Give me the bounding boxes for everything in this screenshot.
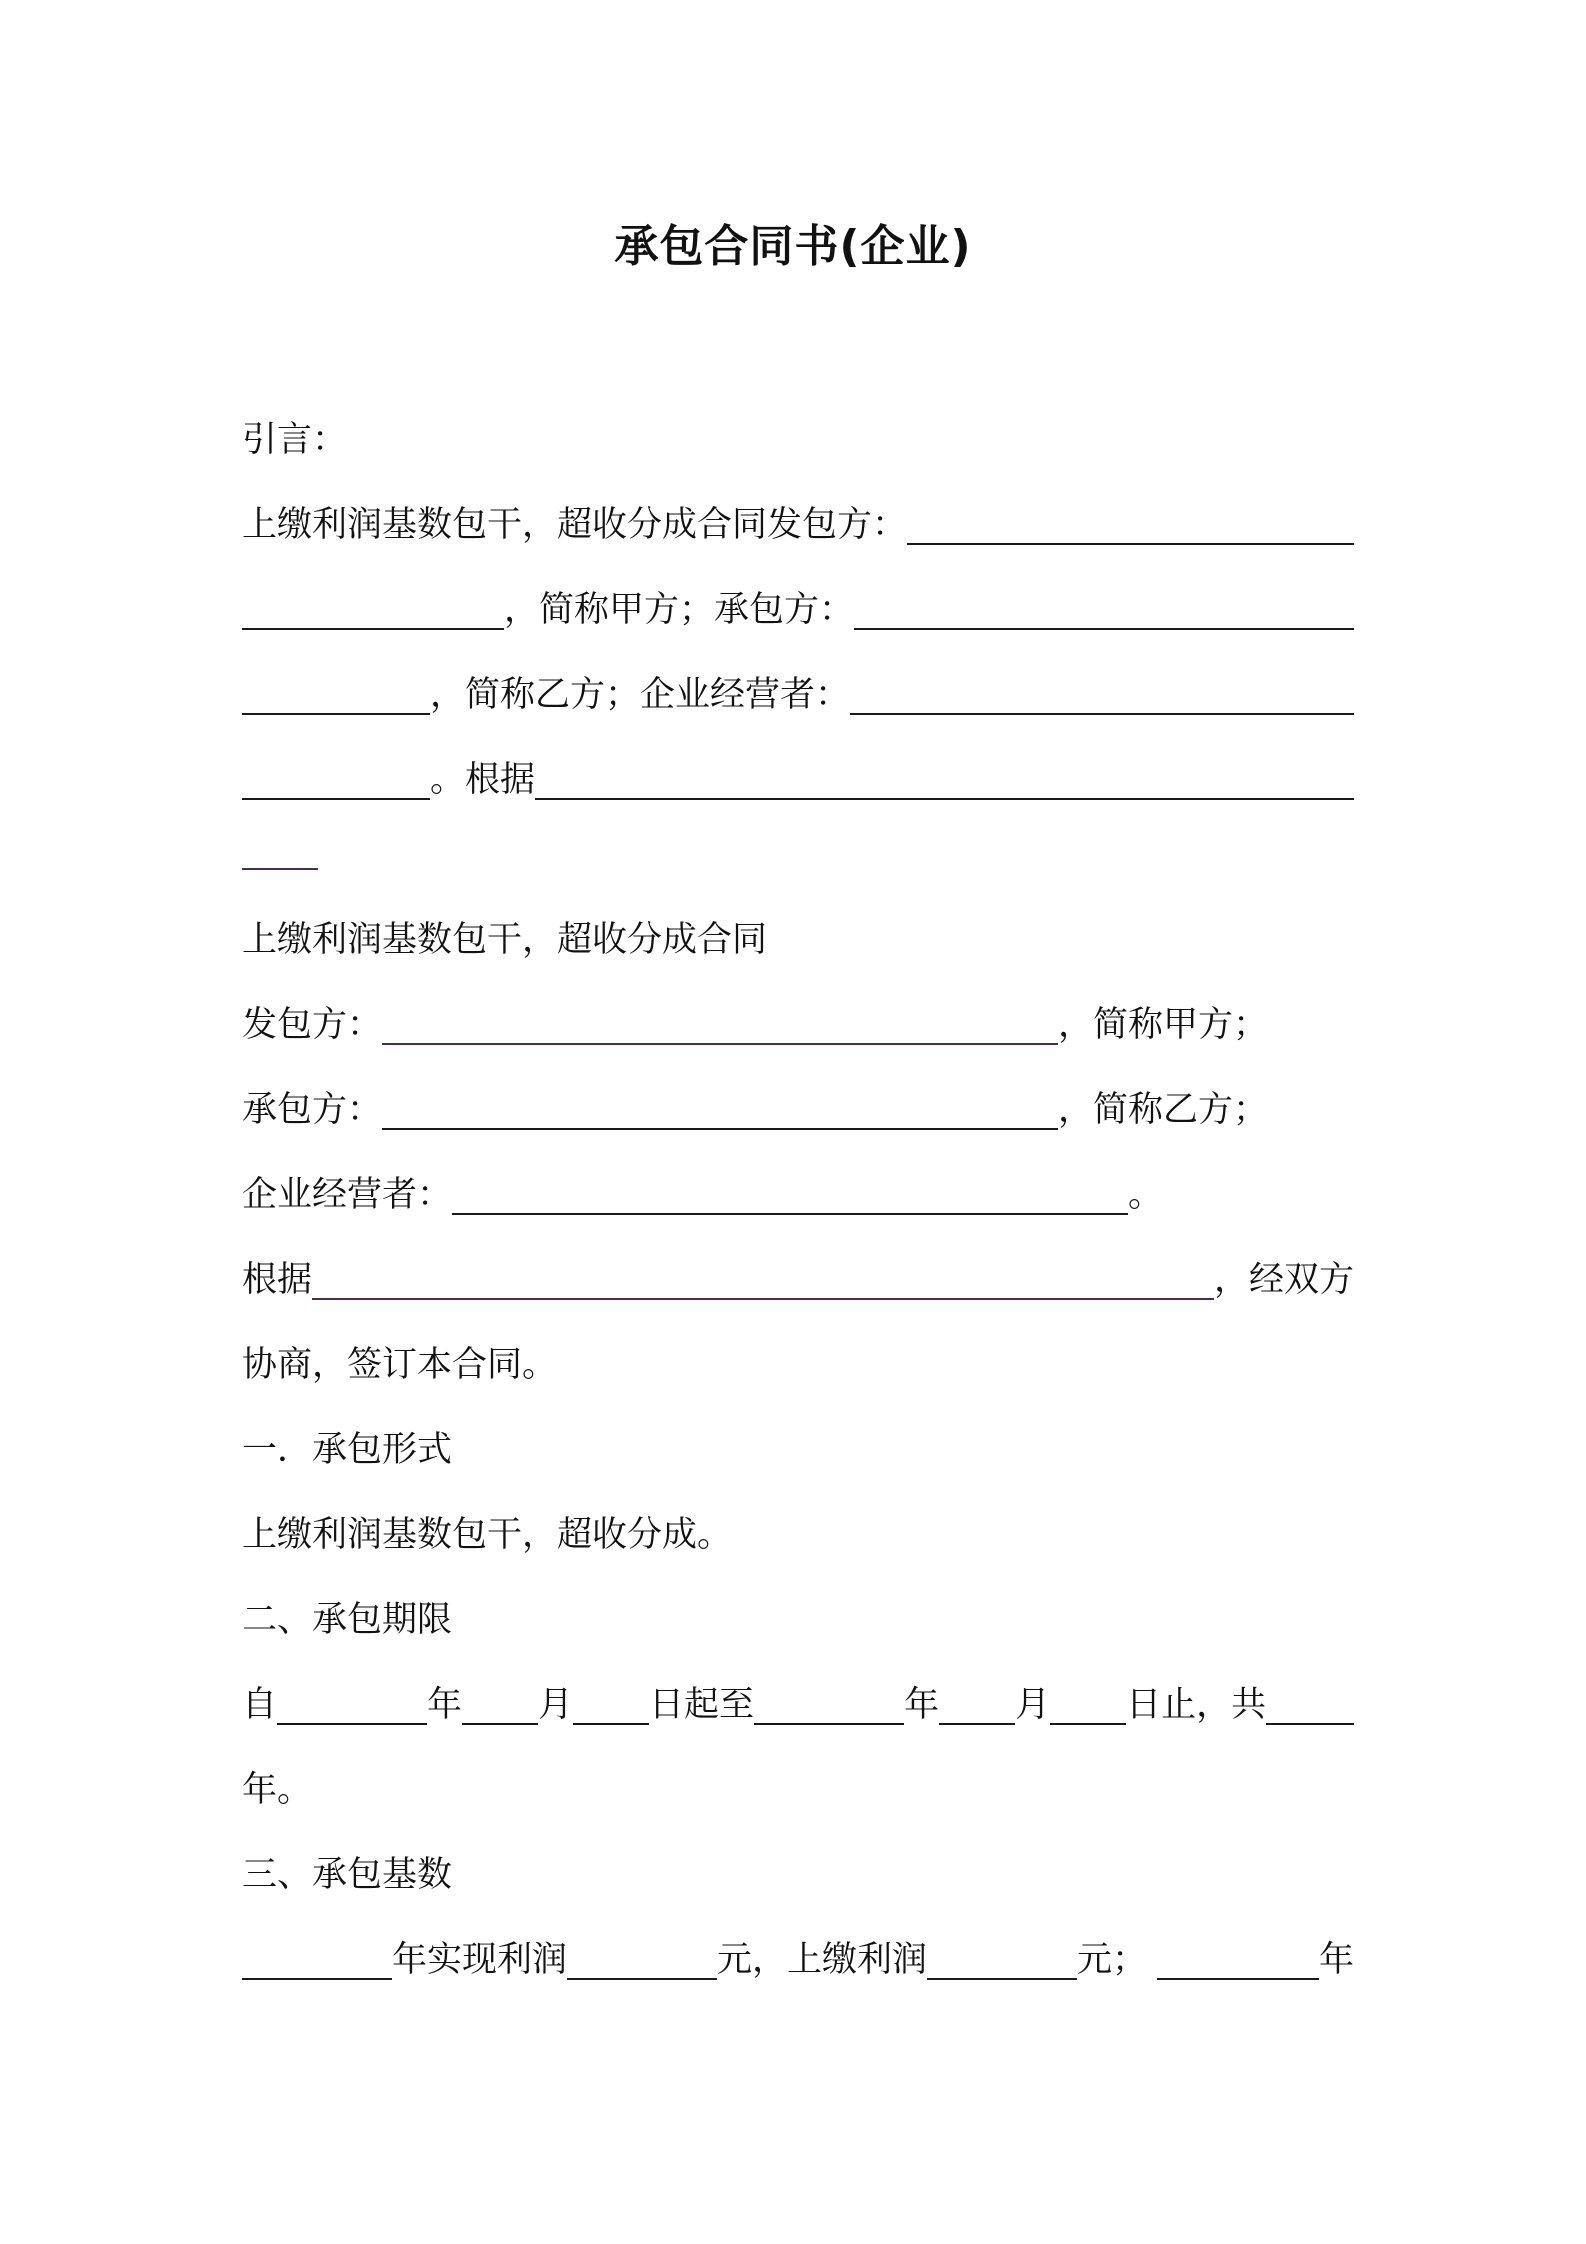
section1-heading: 一．承包形式 (242, 1430, 453, 1470)
end-year-blank[interactable] (754, 1723, 904, 1725)
section1-body: 上缴利润基数包干，超收分成。 (242, 1515, 733, 1555)
issuer-blank-cont[interactable] (242, 628, 504, 630)
contract-heading: 上缴利润基数包干，超收分成合同 (242, 920, 768, 960)
base-text-4: 年 (1318, 1940, 1354, 1980)
party-a-suffix: ，简称甲方； (1058, 1005, 1269, 1045)
base-text-2: 元，上缴利润 (717, 1940, 928, 1980)
party-b-label: 承包方： (242, 1090, 383, 1130)
document-title: 承包合同书(企业) (614, 221, 972, 272)
remitted-profit-blank[interactable] (927, 1978, 1077, 1980)
basis-blank[interactable] (535, 798, 1354, 800)
intro-text-3: ，简称乙方；企业经营者： (430, 675, 851, 715)
term-day-to: 日止，共 (1126, 1685, 1267, 1725)
intro-line-2 (242, 580, 1354, 640)
base-line (242, 1930, 1354, 1990)
term-month-2: 月 (1015, 1685, 1051, 1725)
term-year-2: 年 (904, 1685, 940, 1725)
intro-line-4 (242, 750, 1354, 810)
base-text-1: 年实现利润 (392, 1940, 568, 1980)
basis-blank-cont[interactable] (242, 868, 318, 870)
section2-heading-line (242, 1590, 1354, 1650)
issuer-blank[interactable] (907, 543, 1354, 545)
total-years-blank[interactable] (1266, 1723, 1354, 1725)
section2-heading: 二、承包期限 (242, 1600, 453, 1640)
intro-line-5 (242, 820, 1354, 880)
term-from: 自 (242, 1685, 278, 1725)
manager-suffix: 。 (1128, 1175, 1164, 1215)
intro-text-2: ，简称甲方；承包方： (504, 590, 855, 630)
contractor-blank[interactable] (854, 628, 1354, 630)
term-end-line (242, 1760, 1354, 1820)
party-a-label: 发包方： (242, 1005, 383, 1045)
term-day-from: 日起至 (649, 1685, 755, 1725)
basis-cont-line (242, 1335, 1354, 1395)
term-line (242, 1675, 1354, 1735)
party-a-blank[interactable] (382, 1043, 1058, 1045)
basis-field-blank[interactable] (312, 1298, 1214, 1300)
realized-profit-blank[interactable] (567, 1978, 717, 1980)
manager-blank-cont[interactable] (242, 798, 430, 800)
end-month-blank[interactable] (939, 1723, 1015, 1725)
contractor-blank-cont[interactable] (242, 713, 430, 715)
party-a-line (242, 995, 1354, 1055)
intro-label-line (242, 410, 1354, 470)
section3-heading-line (242, 1845, 1354, 1905)
party-b-suffix: ，简称乙方； (1058, 1090, 1269, 1130)
term-month-1: 月 (538, 1685, 574, 1725)
basis-suffix: ，经双方 (1213, 1260, 1354, 1300)
base-text-3: 元； (1077, 1940, 1148, 1980)
start-day-blank[interactable] (573, 1723, 649, 1725)
section1-body-line (242, 1505, 1354, 1565)
start-month-blank[interactable] (462, 1723, 538, 1725)
party-b-blank[interactable] (382, 1128, 1058, 1130)
intro-text-1: 上缴利润基数包干，超收分成合同发包方： (242, 505, 908, 545)
base-year-blank[interactable] (242, 1978, 392, 1980)
term-years-end: 年。 (242, 1770, 313, 1810)
intro-line-1 (242, 495, 1354, 555)
intro-label: 引言： (242, 420, 348, 460)
manager-label: 企业经营者： (242, 1175, 453, 1215)
section3-heading: 三、承包基数 (242, 1855, 453, 1895)
term-year-1: 年 (427, 1685, 463, 1725)
party-b-line (242, 1080, 1354, 1140)
intro-text-4: 。根据 (430, 760, 536, 800)
manager-line (242, 1165, 1354, 1225)
next-year-blank[interactable] (1157, 1978, 1319, 1980)
start-year-blank[interactable] (277, 1723, 427, 1725)
basis-label: 根据 (242, 1260, 313, 1300)
manager-blank[interactable] (850, 713, 1354, 715)
end-day-blank[interactable] (1050, 1723, 1126, 1725)
intro-line-3 (242, 665, 1354, 725)
contract-heading-line (242, 910, 1354, 970)
basis-line (242, 1250, 1354, 1310)
basis-cont: 协商，签订本合同。 (242, 1345, 558, 1385)
section1-heading-line (242, 1420, 1354, 1480)
manager-field-blank[interactable] (452, 1213, 1128, 1215)
